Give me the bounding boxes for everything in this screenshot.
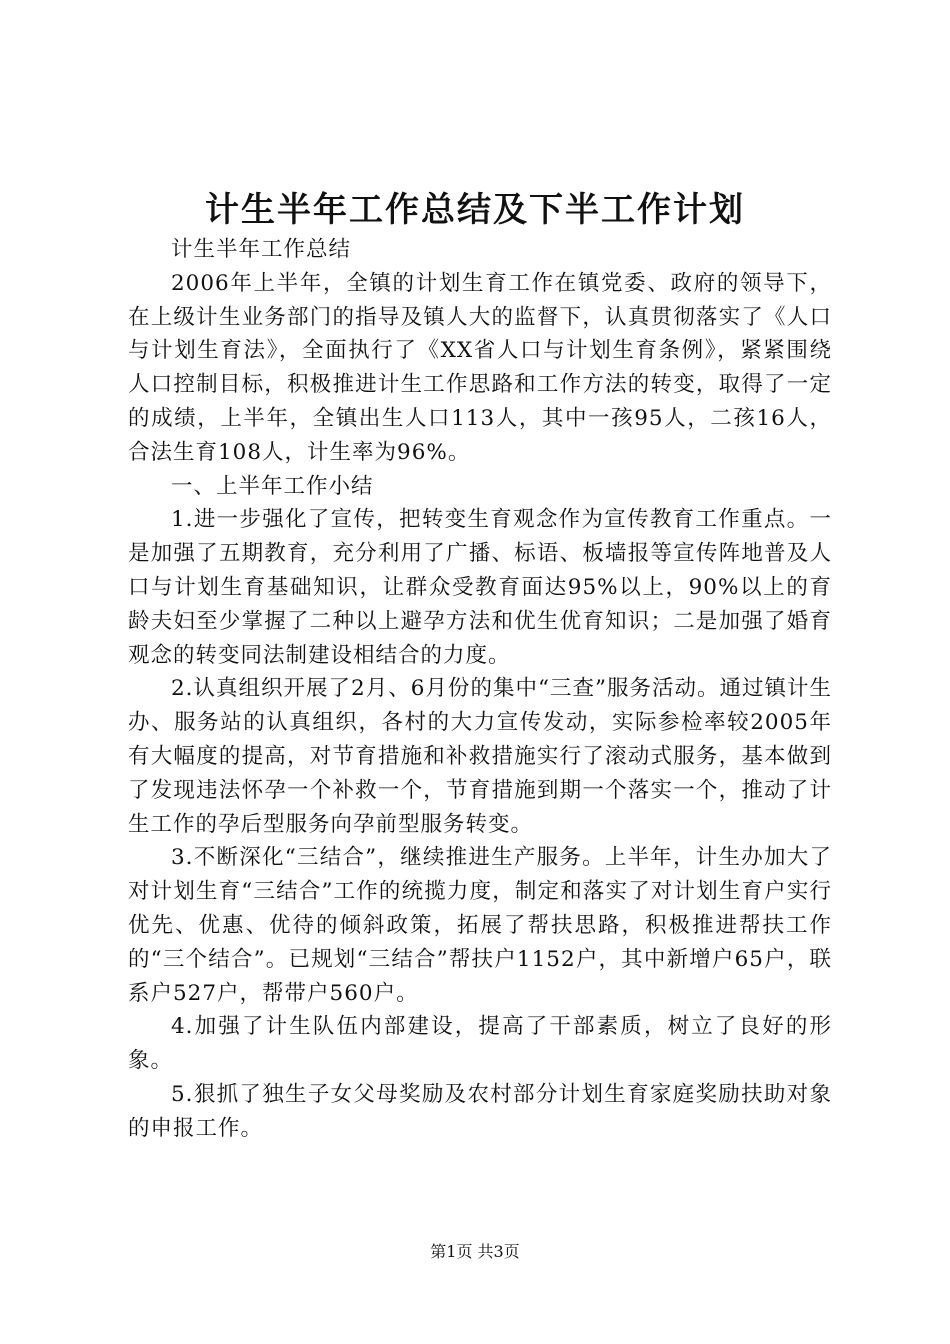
paragraph-intro: 2006年上半年，全镇的计划生育工作在镇党委、政府的领导下，在上级计生业务部门的指导及镇人大的监督下，认真贯彻落实了《人口与计划生育法》，全面执行了《XX省人口与计划生育条例》，紧紧围绕人口控制目标，积极推进计生工作思路和工作方法的转变，取得了一定的成绩，上半年，全镇出生人口113人，其中一孩95人，二孩16人，合法生育108人，计生率为96%。 — [128, 270, 832, 465]
section-heading-summary: 计生半年工作总结 — [171, 237, 352, 262]
paragraph-item-2: 2.认真组织开展了2月、6月份的集中“三查”服务活动。通过镇计生办、服务站的认真组织，各村的大力宣传发动，实际参检率较2005年有大幅度的提高，对节育措施和补救措施实行了滚动式服务，基本做到了发现违法怀孕一个补救一个，节育措施到期一个落实一个，推动了计生工作的孕后型服务向孕前型服务转变。 — [128, 676, 832, 837]
paragraph-item-3: 3.不断深化“三结合”，继续推进生产服务。上半年，计生办加大了对计划生育“三结合”工作的统揽力度，制定和落实了对计划生育户实行优先、优惠、优待的倾斜政策，拓展了帮扶思路，积极推进帮扶工作的“三个结合”。已规划“三结合”帮扶户1152户，其中新增户65户，联系户527户，帮带户560户。 — [128, 845, 832, 1006]
page-number-footer: 第1页 共3页 — [430, 1242, 520, 1261]
document-body — [128, 233, 832, 1146]
paragraph-item-5: 5.狠抓了独生子女父母奖励及农村部分计划生育家庭奖励扶助对象的申报工作。 — [128, 1081, 832, 1141]
document-title: 计生半年工作总结及下半工作计划 — [205, 190, 745, 230]
paragraph-item-4: 4.加强了计生队伍内部建设，提高了干部素质，树立了良好的形象。 — [128, 1014, 832, 1074]
section-heading-first-half: 一、上半年工作小结 — [171, 473, 374, 499]
paragraph-item-1: 1.进一步强化了宣传，把转变生育观念作为宣传教育工作重点。一是加强了五期教育，充分利用了广播、标语、板墙报等宣传阵地普及人口与计划生育基础知识，让群众受教育面达95%以上，90%以上的育龄夫妇至少掌握了二种以上避孕方法和优生优育知识；二是加强了婚育观念的转变同法制建设相结合的力度。 — [128, 507, 832, 668]
